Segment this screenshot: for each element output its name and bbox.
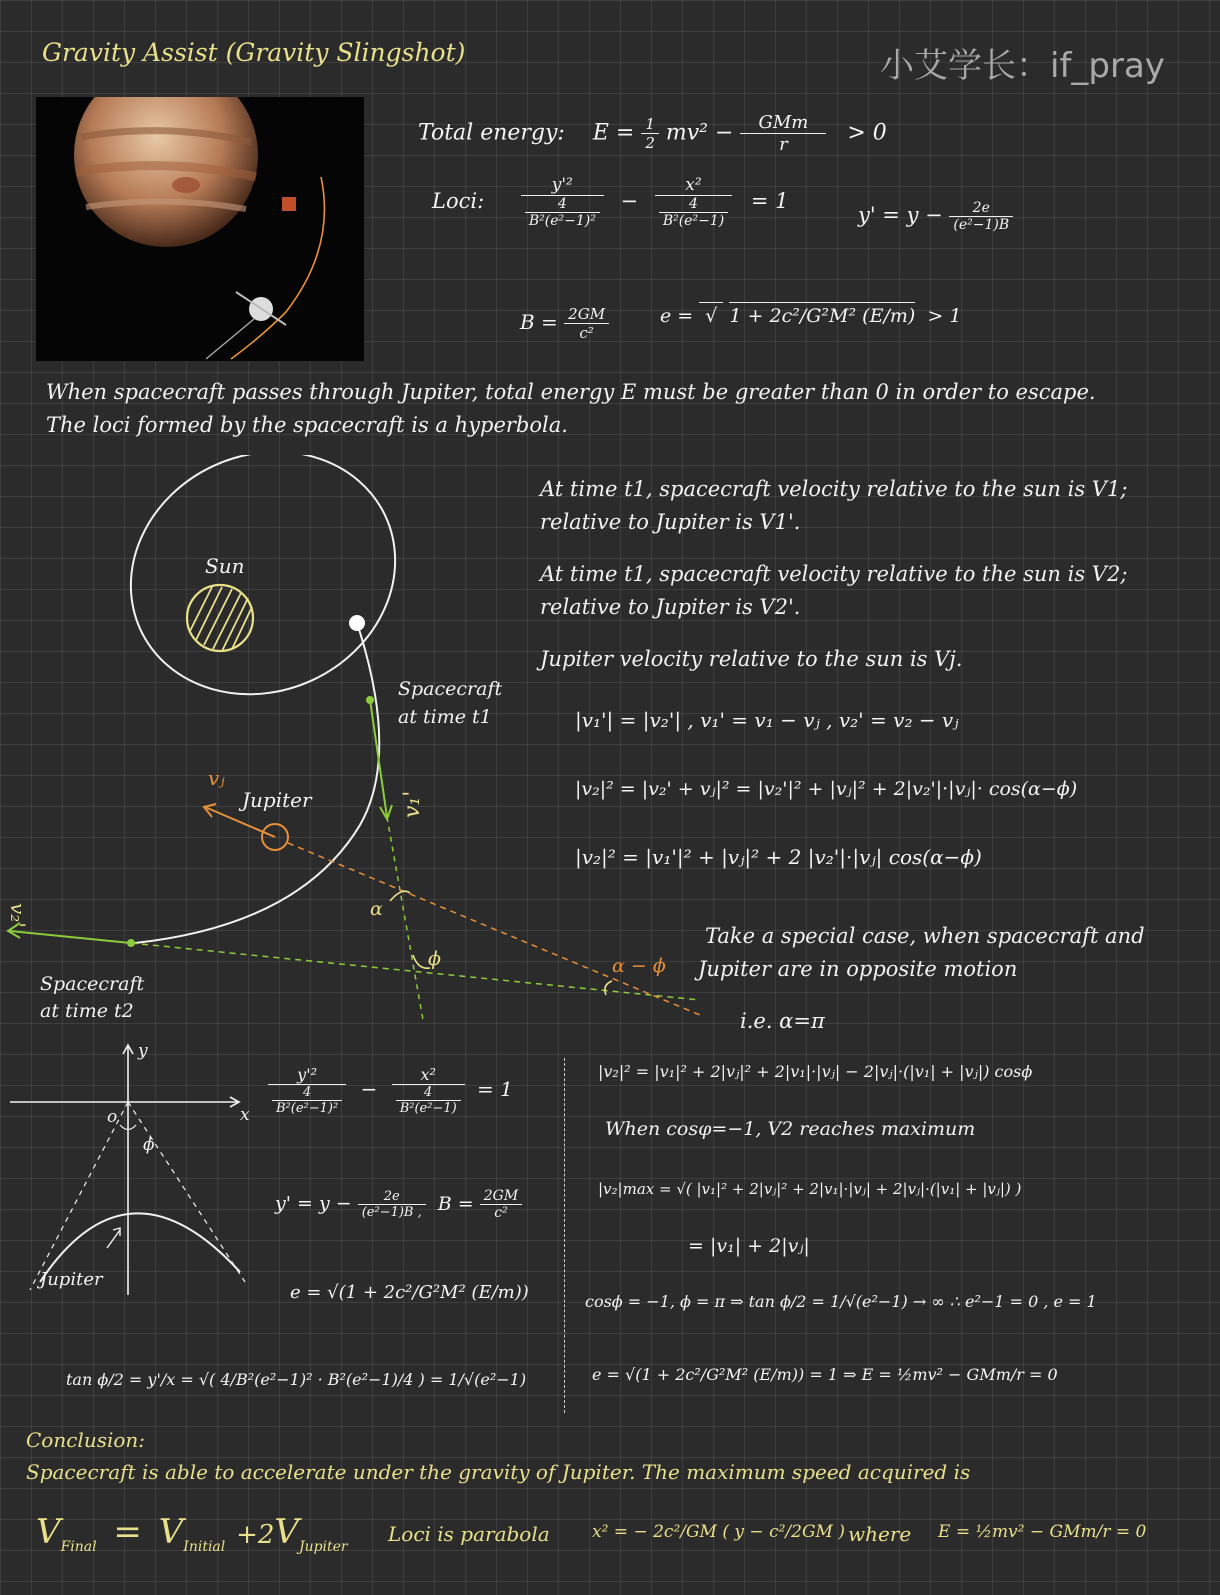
spacecraft-t1-label-2: at time t1	[398, 706, 492, 728]
jupiter-illustration	[36, 97, 364, 361]
special-case-line-1: Take a special case, when spacecraft and	[705, 924, 1145, 948]
maximum-condition-note: When cosφ=−1, V2 reaches maximum	[605, 1118, 976, 1140]
final-velocity-equation: $V_{Final} = V_{Initial} +2V_{Jupiter}$	[36, 1512, 348, 1555]
orbit-diagram	[0, 455, 720, 1045]
e-definition: e = √ 1 + 2c²/G²M² (E/m) > 1	[660, 305, 961, 327]
sun-label: Sun	[205, 554, 245, 578]
y-term: $\frac{\text{y'²}}{\frac{4}{\text{B²(e²−1)²}}}$	[521, 175, 604, 229]
escape-statement-line-1: When spacecraft passes through Jupiter, total energy E must be greater than 0 in order to escape.	[46, 380, 1096, 404]
jupiter-label: Jupiter	[242, 788, 312, 812]
half-fraction: $\frac{1}{2}$	[641, 115, 659, 152]
y-prime-definition: y' = y − $\frac{2e}{\text{(e²−1)B}}$	[858, 200, 1013, 233]
energy-condition: > 0	[847, 120, 887, 146]
spacecraft-t2-label-1: Spacecraft	[40, 973, 145, 995]
t1-note-line-2: relative to Jupiter is V1'.	[540, 510, 801, 534]
asymptote-left	[30, 1102, 128, 1290]
escape-statement-line-2: The loci formed by the spacecraft is a hyperbola.	[46, 413, 568, 437]
parabola-equation: x² = − 2c²/GM ( y − c²/2GM )	[592, 1522, 845, 1542]
e-equals-one: e = √(1 + 2c²/G²M² (E/m)) = 1 ⇒ E = ½mv² − GMm/r = 0	[592, 1365, 1058, 1384]
y-prime-and-b: y' = y − $\frac{2e}{\text{(e²−1)B ,}}$ B = $\frac{2GM}{\text{c²}}$	[275, 1188, 522, 1221]
vector-relation-2: |v₂|² = |v₂' + vⱼ|² = |v₂'|² + |vⱼ|² + 2|v₂'|·|vⱼ|· cos(α−ϕ)	[575, 778, 1078, 800]
earth-orbit-ellipse	[91, 455, 435, 737]
energy-lhs: E =	[592, 120, 635, 146]
t1-note-line-1: At time t1, spacecraft velocity relative to the sun is V1;	[540, 477, 1128, 501]
loci-equation: Loci: $\frac{\text{y'²}}{\frac{4}{\text{B²(e²−1)²}}}$ − $\frac{\text{x²}}{\frac{4}{\text{B²(e²−1)}}}$ = 1	[432, 175, 789, 229]
page-title: Gravity Assist (Gravity Slingshot)	[42, 38, 466, 67]
total-energy-equation	[418, 112, 887, 155]
vector-relation-1: |v₁'| = |v₂'| , v₁' = v₁ − vⱼ , v₂' = v₂ − vⱼ	[575, 708, 959, 732]
loci-label: Loci:	[432, 188, 485, 213]
v2-prime-vector	[10, 931, 131, 943]
jupiter-focus-label: Jupiter	[40, 1269, 103, 1290]
v1-prime-extension	[387, 817, 423, 1020]
spacecraft-t2-label-2: at time t2	[40, 1000, 134, 1022]
spacecraft-t1-label-1: Spacecraft	[398, 678, 503, 700]
alpha-equals-pi: i.e. α=π	[740, 1009, 825, 1033]
v2-squared-expansion: |v₂|² = |v₁|² + 2|vⱼ|² + 2|v₁|·|vⱼ| − 2|vⱼ|·(|v₁| + |vⱼ|) cosϕ	[598, 1062, 1033, 1081]
vector-relation-3: |v₂|² = |v₁'|² + |vⱼ|² + 2 |v₂'|·|vⱼ| cos(α−ϕ)	[575, 845, 982, 869]
asymptote-angle-label: ϕ	[143, 1135, 155, 1155]
author-watermark: 小艾学长：if_pray	[880, 46, 1165, 86]
v1-prime-label: v₁'	[400, 790, 425, 818]
cos-phi-condition: cosϕ = −1, ϕ = π ⇒ tan ϕ/2 = 1/√(e²−1) → ∞ ∴ e²−1 = 0 , e = 1	[585, 1292, 1097, 1311]
total-energy-label: Total energy:	[418, 120, 565, 146]
tan-half-phi-equation: tan ϕ/2 = y'/x = √( 4/B²(e²−1)² · B²(e²−1)/4 ) = 1/√(e²−1)	[66, 1370, 527, 1389]
b-definition: B = $\frac{2GM}{\text{c²}}$	[520, 305, 609, 342]
probe-icon	[282, 197, 296, 211]
zero-energy-equation: E = ½mv² − GMm/r = 0	[938, 1522, 1147, 1542]
y-axis-label: y	[138, 1041, 148, 1061]
e-definition-repeat: e = √(1 + 2c²/G²M² (E/m))	[290, 1282, 529, 1303]
x-axis-label: x	[240, 1105, 250, 1125]
parabola-label: Loci is parabola	[388, 1522, 550, 1546]
potential-fraction: $\frac{\text{GMm}}{r}$	[740, 112, 826, 155]
alpha-label: α	[370, 898, 383, 920]
phi-label: ϕ	[428, 948, 441, 970]
x-term: $\frac{\text{x²}}{\frac{4}{\text{B²(e²−1)}}}$	[655, 175, 732, 229]
hyperbola-equation-repeat: $\frac{\text{y'²}}{\frac{4}{\text{B²(e²−1)²}}}$ − $\frac{\text{x²}}{\frac{4}{\text{B²(e²−1)}}}$ = 1	[268, 1065, 513, 1116]
conclusion-label: Conclusion:	[26, 1428, 146, 1452]
origin-label: o	[107, 1107, 118, 1127]
spacecraft-position-start	[349, 615, 365, 631]
asymptote-right	[128, 1102, 245, 1282]
vj-label: vⱼ	[208, 766, 225, 790]
where-label: where	[848, 1522, 912, 1546]
v2-prime-label: v₂'	[6, 903, 30, 928]
jupiter-photo	[36, 97, 364, 361]
vj-note: Jupiter velocity relative to the sun is Vj.	[540, 647, 963, 671]
special-case-line-2: Jupiter are in opposite motion	[698, 957, 1018, 981]
column-divider	[564, 1058, 565, 1413]
t2-note-line-2: relative to Jupiter is V2'.	[540, 595, 801, 619]
spacecraft-trajectory	[135, 623, 379, 943]
hyperbola-axes-diagram	[0, 1040, 260, 1310]
v2-max-simplified: = |v₁| + 2|vⱼ|	[688, 1235, 810, 1257]
v2-max-expression: |v₂|max = √( |v₁|² + 2|vⱼ|² + 2|v₁|·|vⱼ| + 2|vⱼ|·(|v₁| + |vⱼ|) )	[598, 1180, 1022, 1198]
alpha-minus-phi-label: α − ϕ	[612, 955, 666, 977]
trajectory-curve	[231, 177, 324, 359]
conclusion-text: Spacecraft is able to accelerate under the gravity of Jupiter. The maximum speed acquired is	[26, 1460, 971, 1484]
t2-note-line-1: At time t1, spacecraft velocity relative to the sun is V2;	[540, 562, 1128, 586]
kinetic-term: mv² −	[665, 120, 734, 146]
